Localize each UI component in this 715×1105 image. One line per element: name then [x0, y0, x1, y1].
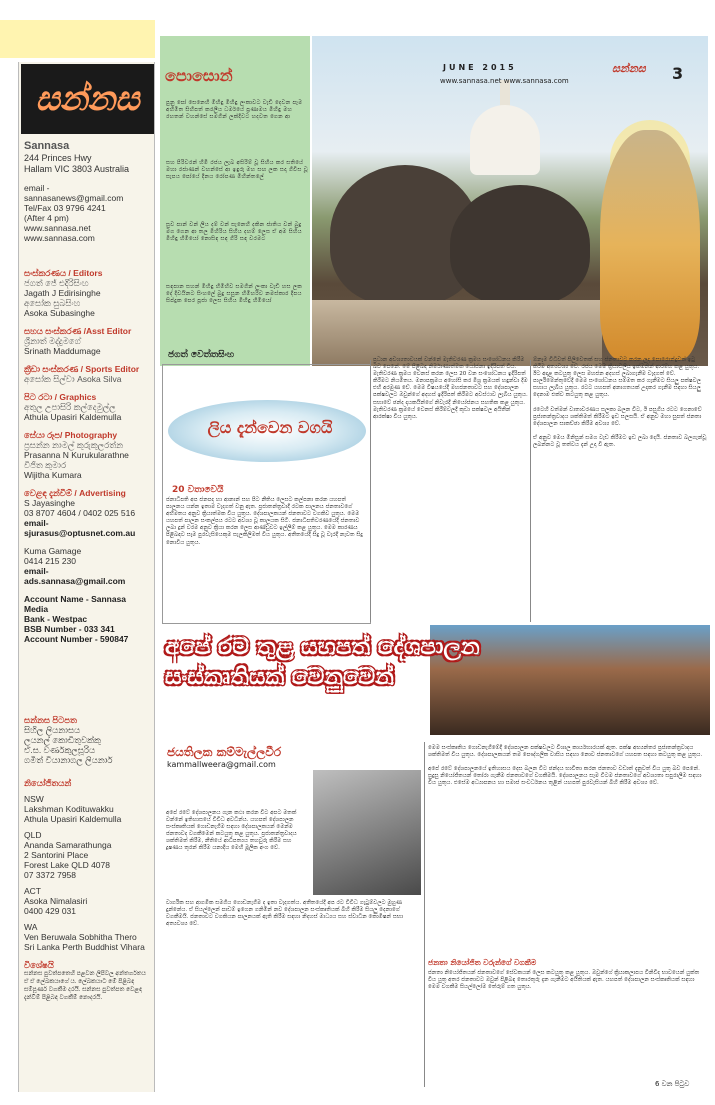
article2-column-2: මෙම සංස්කෘතිය ගොඩනැගීමේදී දේශපාලන පක්ෂවලට විශාල කාර්යභාරයක් ඇත. පක්ෂ අභ්‍යන්තර ප්‍රජාතන්ත්‍රවාදය ශක්තිමත් විය යුතුය. දේශපාලකයන් තම පෞද්ගලික වාසිය සඳහා නොව ජනතාවගේ යහපත සඳහා කටයුතු කළ යුතුය. අපේ රටේ දේශපාලනයේ ඉතිහාසය දෙස බලන විට ඡන්දය භාවිතා කරන ජනතාව වඩාත් දැනුවත් විය යුතු බව පෙනේ. සුදුසු නියෝජිතයන් තෝරා ගැනීම ජනතාවගේ වගකීමයි. දේශපාලනය සෑම විටම ජනතාවගේ අවශ්‍යතා සපුරාලීම සඳහා විය යුතුය. එසේම අධ්‍යාපනය හා සමාජ සංවර්ධනය තුළින් යහපත් පුරවැසියන් බිහි කිරීම අවශ්‍ය වේ. [428, 745, 703, 787]
poem-stanza-2: සහ පිරිවරන් හිමි රජය ලැබ අසිරිම් වූ සිහිය කර සතියේ මහා රජාණන් වහන්සේ ආ ඉඳුරු මහ සඟ ලක සදා ගිවිස වූ සැපය පෝයේ දිනය රෝපණ මිහින්තලේ [166, 160, 308, 181]
photographer2: Wijitha Kumara [24, 470, 82, 480]
website-net[interactable]: www.sannasa.net [24, 223, 91, 233]
graphics-heading: පිට රටා / Graphics [24, 392, 97, 402]
article1-subhead: 20 වතාවෙයි [172, 485, 224, 495]
page-number: 3 [672, 64, 684, 83]
article1-column-2: ප්‍රධාන අවශ්‍යතාවයක් වන්නේ මැතිවරණ ක්‍රමය සංශෝධනය කිරීම බව පෙනේ. මේ පිළිබඳ නිර්මාණාත්මක යෝජනා ඉදිරිපත් විය. මැතිවරණ ක්‍රමය වෙනස් කරන ලෙස 20 වන සංශෝධනය ඉදිරිපත් කිරීමට නියමිතය. මනාපක්‍රමය අහෝසි කර මිශ්‍ර ක්‍රමයක් හඳුන්වා දීම එහි අරමුණ වේ. මෙම විෂයයේදී මහජනතාවට සහ දේශපාලන පක්ෂවලට ඔවුන්ගේ අදහස් ඉදිරිපත් කිරීමට අවස්ථාව ලැබිය යුතුය. සභාවේ ඡන්ද දායකයින්ගේ නිවැරදි නියෝජනය සහතික කළ යුතුය. මැතිවරණ ක්‍රමයේ වෙනස් කිරීම්වලදී කුඩා පක්ෂවල අයිතීන් ආරක්ෂා විය යුතුය. [373, 357, 528, 420]
qld-rep-4: 07 3372 7958 [24, 870, 76, 880]
editor1-si: ජගත් ජේ එදිරිසිංහ [24, 278, 89, 288]
article1-column-3: ඕනෑම විධිවත් පිලිවෙතක් සහ ජනතාවට කරන ලද පොරොන්දුවක් ඉටු කිරීම අත්‍යවශ්‍ය වේ. රජය මෙම ක්‍රියාවලිය ඉක්මනින් ආරම්භ කළ යුතුය. ඊට අදාළ කටයුතු ලෙස මහජන අදහස් ලබාගැනීම වැදගත් වේ. පාර්ලිමේන්තුවේදී මෙම සංශෝධනය සම්මත කර ගැනීමට සියලු පක්ෂවල සහාය ලැබිය යුතුය. රටට යහපත් අනාගතයක් උදාකර ගැනීම සඳහා සියලු දෙනාම එක්ව කටයුතු කළ යුතුය. රටෙහි වත්මන් වාතාවරණය සලකා බලන විට, ඊ පසුගිය රටට ගෙනාවේ ප්‍රජාතන්ත්‍රවාදය ශක්තිමත් කිරීමට ඉඩ සලසයි. ඒ අනුව මහා සුපත් ජනතා දේශපාලන සාකච්ඡා කිරීම අවශ්‍ය වේ. ඒ අනුව මෙය මිනිසුන් සමග වැඩ කිරීමට ඉඩ ලබා දෙයි. ජනතාව බලගැන්වූ ලබන්නට වූ තත්වය දැන් උදා වී ඇත. [533, 357, 707, 449]
poem-title: පොසොන් [165, 66, 233, 85]
adv-tel: 03 8707 4604 / 0402 025 516 [24, 508, 136, 518]
graphics-name: Athula Upasiri Kaldemulla [24, 412, 122, 422]
top-yellow-strip [0, 20, 155, 58]
sidebar-credits [24, 715, 152, 765]
buddha-statue [600, 130, 700, 360]
column-rule-3 [424, 742, 425, 1087]
credit-line-0: සන්නස පිටපත [24, 715, 77, 725]
stupa [470, 105, 540, 175]
asst-editor-heading: සහය සංස්කරණ /Asst Editor [24, 326, 132, 336]
photographer1-si: ප්‍රසන්න නාමල් කුරුකුලරත්න [24, 440, 124, 450]
continued-label: 6 වන පිටුව [655, 1080, 690, 1088]
qld-label: QLD [24, 830, 42, 840]
article2-author: ජයතිලක කම්මැල්ලවීර [167, 745, 282, 759]
article2-column-2b: ජනතා නියෝජිතයන් ජනතාවගේ සේවකයන් ලෙස කටයුතු කළ යුතුය. ඔවුන්ගේ ක්‍රියාකලාපය විනිවිද භාවයෙන් යුක්ත විය යුතු අතර ජනතාවට ඔවුන් පිළිබඳ තොරතුරු දැන ගැනීමට අයිතියක් ඇත. යහපත් දේශපාලන සංස්කෘතියක් සඳහා මෙම වගකීම සියල්ලෝම තේරුම් ගත යුතුය. [428, 970, 700, 991]
account-number: Account Number - 590847 [24, 634, 129, 644]
wa-rep-1: Ven Beruwala Sobhitha Thero [24, 932, 137, 942]
nsw-label: NSW [24, 794, 44, 804]
rock-right [450, 185, 590, 305]
credit-line-4: ගමිත් වියානාගල ලියනාර් [24, 755, 113, 765]
article2-column-1: අපේ රටේ දේශපාලනය ගැන කථා කරන විට අපට මතක් වන්නේ ඉතිහාසයේ විවිධ අවධීන්ය. යහපත් දේශපාලන සංස්කෘතියක් ගොඩනැගීම සඳහා දේශපාලකයන් මෙන්ම ජනතාවද වගකීමෙන් කටයුතු කළ යුතුය. ප්‍රජාතන්ත්‍රවාදය ශක්තිමත් කිරීම, නීතියේ ආධිපත්‍යය තහවුරු කිරීම සහ දූෂණය තුරන් කිරීම යනාදිය මෙහි මූලික අංග වේ. [166, 810, 297, 852]
article2-author-email[interactable]: kammallweera@gmail.com [167, 760, 276, 769]
nsw-rep-1: Lakshman Kodituwakku [24, 804, 114, 814]
issue-date: JUNE 2015 [443, 63, 517, 72]
sidebar-publication-info [24, 140, 152, 243]
editor2-si: අසෝක සුබසිංහ [24, 298, 81, 308]
editor1: Jagath J Edirisinghe [24, 288, 101, 298]
qld-rep-3: Forest Lake QLD 4078 [24, 860, 110, 870]
advertising-heading: වෙළඳ දැන්වීම් / Advertising [24, 488, 126, 498]
kuma-name: Kuma Gamage [24, 546, 82, 556]
article1-banner-title: ලිය දැන්වෙන වගයි [207, 418, 333, 437]
column-rule-1 [370, 360, 371, 622]
article2-headline: අපේ රට තුළ යහපත් දේශපාලන සංස්කෘතියක් වෙනුවෙන් [165, 634, 480, 690]
pub-name: Sannasa [24, 140, 70, 152]
nsw-rep-2: Athula Upasiri Kaldemulla [24, 814, 122, 824]
kuma-email[interactable]: email- ads.sannasa@gmail.com [24, 566, 126, 586]
asst-editor-si: ශ්‍රීනාත් මද්දුමගේ [24, 336, 81, 346]
notice-heading: විශේෂයි [24, 960, 54, 970]
wa-label: WA [24, 922, 38, 932]
qld-rep-2: 2 Santorini Place [24, 850, 89, 860]
sannasa-logo: සන්නස [21, 64, 154, 134]
sidebar-staff [24, 268, 152, 644]
article2-column-1b: වාර්ගික සහ ආගමික සමගිය ගොඩනැගීම ද ඉතා වැදගත්ය. අතීතයේදී අප රට විවිධ ගැටුම්වලට මුහුණ දුන්නේය. ඒ සියල්ලෙන් පාඩම් ඉගෙන ගනිමින් නව දේශපාලන සංස්කෘතියක් බිහි කිරීම සියලු දෙනාගේ වගකීමයි. ජනතාවට වගකියන පාලනයක් ඇති කිරීම සඳහා නිදහස් මාධ්‍යය සහ ස්වාධීන කොමිෂන් සභා අත්‍යවශ්‍ය වේ. [166, 900, 404, 928]
act-label: ACT [24, 886, 41, 896]
poem-stanza-1: පුනු පෝ සෙනෙහි මිහිඳු මිහිඳු ලංකාවට වැඩි දෙවන පෑම අහිමිත සිහිපත් කරලීය ධර්මයේ ප්‍රණාමය මිහිඳු මහ රහතන් වහන්සේ සමගින් ලක්දිවට හදවත ගෙන ආ [166, 100, 303, 121]
qld-rep-1: Ananda Samarathunga [24, 840, 112, 850]
reps-heading: නියෝජිතයන් [24, 778, 72, 788]
notice-text: සන්නස පුවත්පතෙහි පළවන ලිපිවල අන්තර්ගතය ඒ ඒ ලේඛකයාගේ ය. ලේඛකයාට මේ පිළිබඳ සම්පූර්ණ වගකීම දරයි. සන්නස පුවත්පත වෙළඳ දැන්වීම් පිළිබඳ වගකීම් නොදරයි. [24, 971, 146, 1001]
website-com[interactable]: www.sannasa.com [24, 233, 95, 243]
credit-line-1: සිහිල ලියනාසය [24, 725, 81, 735]
photographer1: Prasanna N Kurukularathne [24, 450, 129, 460]
address-line-2: Hallam VIC 3803 Australia [24, 164, 130, 174]
masthead-small-logo: සන්නස [612, 62, 646, 75]
act-rep-2: 0400 429 031 [24, 906, 76, 916]
photography-heading: සේයා රූප/ Photography [24, 430, 118, 440]
tel-fax: Tel/Fax 03 9796 4241 [24, 203, 106, 213]
account-name: Account Name - Sannasa Media [24, 594, 127, 614]
adv-name: S Jayasinghe [24, 498, 76, 508]
adv-email[interactable]: email- sjurasus@optusnet.com.au [24, 518, 136, 538]
act-rep-1: Asoka Nimalasiri [24, 896, 88, 906]
contact-email[interactable]: sannasanews@gmail.com [24, 193, 124, 203]
article1-column-1: ජනාධිපති අප ජනපද හා ආනාන් සහ පිට නීතිය ලෙසට කල්පනා කරන යහපත් පාලනය යන්න ඉතාම වැදගත් වනු ඇත. ප්‍රජාතන්ත්‍රවාදී රටක පාලනය ජනතාවගේ අභිමතය අනුව ක්‍රියාත්මක විය යුතුය. දේශපාලකයන් ජනතාවට වගකිව යුතුය. මෙම යහපත් පාලන සංකල්පය රටට අවශ්‍ය වූ කාලයක සිටි. ජනාධිපතිවරණයේදී ජනතාව ලබා දුන් වරම අනුව ක්‍රියා කරන ලෙස ආණ්ඩුවට ඉල්ලීම් කළ යුතුය. මෙම කාරණය පිළිබඳව සෑම පුරවැසියෙකුම සැලකිලිමත් විය යුතුය. අතීතයේදී සිදු වූ වැරදි නැවත සිදු නොවිය යුතුය. [166, 497, 363, 546]
graphics-si: අතුල උපාසිරි කල්දෙමුල්ල [24, 402, 116, 412]
asst-editor: Srinath Maddumage [24, 346, 101, 356]
address-line-1: 244 Princes Hwy [24, 153, 92, 163]
sports-editor-heading: ක්‍රීඩා සංස්කරණ / Sports Editor [24, 364, 140, 374]
poem-stanza-3: සුව පාන් වන් ලිය දම් වන් සැනෙහි දකින ජාතිය වන් බුදු මග ගෙන ආ තල මිහිරිය සිහිය දහම් ලෙස ඒ අම සිහිය මිහිඳු හිමියෝ නොසිඳ සඳ ගිරි සඳ වරමට [166, 222, 302, 243]
credit-line-2: ලයනල් කොඩිතුවක්කු [24, 735, 101, 745]
poem-author: ජගත් වෙත්තසිංහ [168, 350, 235, 360]
sports-editor: අසෝක සිල්වා Asoka Silva [24, 374, 122, 384]
credit-line-3: ඒ.ස. වර්ණකුලසූරිය [24, 745, 96, 755]
photographer2-si: විජිත කුමාර [24, 460, 67, 470]
email-label: email - [24, 183, 50, 193]
editor2: Asoka Subasinghe [24, 308, 95, 318]
article2-subhead: ජනතා නියෝජිත වරුන්ගේ වගකීම [428, 958, 537, 967]
after-hours: (After 4 pm) [24, 213, 69, 223]
editors-heading: සංස්කරණය / Editors [24, 268, 103, 278]
kuma-tel: 0414 215 230 [24, 556, 76, 566]
bank: Bank - Westpac [24, 614, 88, 624]
sidebar-representatives [24, 778, 152, 1002]
masthead-websites[interactable]: www.sannasa.net www.sannasa.com [440, 77, 569, 85]
bsb-number: BSB Number - 033 341 [24, 624, 115, 634]
author-portrait [313, 770, 421, 895]
poem-stanza-4: සඳපාන සහන් මිහිඳු හිමිහිව සමගින් ලංකා වැඩි හස ලක දේ දිවයිනට සිංහලේ බුදු සසුන හිමිහරිව නමස්කාර දීපය සිප්දුක පෙර පූජා ලෙස සිහිය මිහිඳු හිමියෝ [166, 284, 303, 305]
wa-rep-2: Sri Lanka Perth Buddhist Vihara [24, 942, 145, 952]
column-rule-2 [530, 360, 531, 622]
